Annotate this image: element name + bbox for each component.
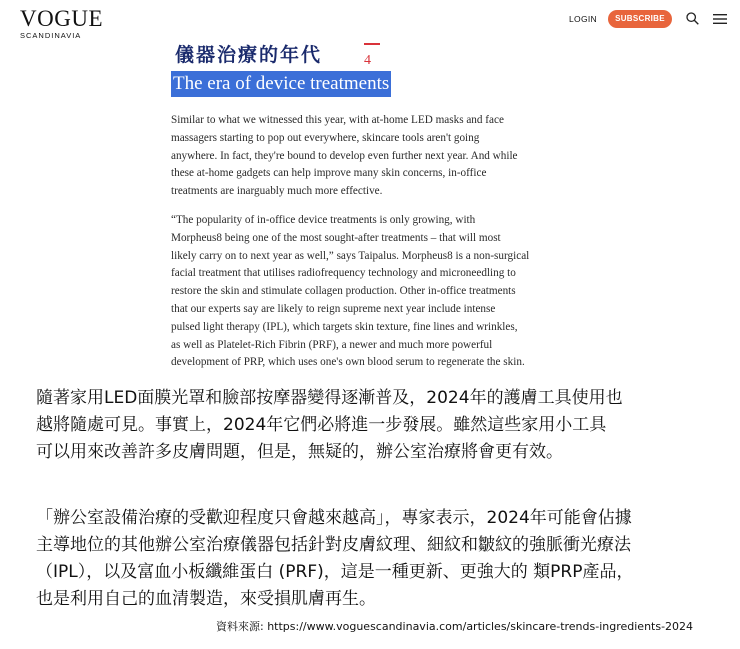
paragraph-line: these at-home gadgets can help improve many skin concerns, in-office [171,167,487,180]
translation-line: 越將隨處可見。事實上，2024年它們必將進一步發展。雖然這些家用小工具 [36,415,607,435]
logo-wordmark: VOGUE [20,6,103,31]
section-number-text: 4 [364,53,371,68]
paragraph-line: that our experts say are likely to reign supreme next year include intense [171,302,496,315]
translation-line: （IPL），以及富血小板纖維蛋白 (PRF)，這是一種更新、更強大的 類PRP產品， [36,562,634,582]
translation-line: 隨著家用LED面膜光罩和臉部按摩器變得逐漸普及，2024年的護膚工具使用也 [36,388,623,408]
paragraph-line: restore the skin and stimulate collagen production. Other in-office treatments [171,285,516,298]
translation-paragraph-2 [36,505,726,613]
paragraph-line: likely carry on to next year as well,” says Taipalus. Morpheus8 is a non-surgical [171,249,530,262]
source-citation: 資料來源: https://www.voguescandinavia.com/articles/skincare-trends-ingredients-2024 [216,620,694,633]
paragraph-line: anywhere. In fact, they're bound to develop even further next year. And while [171,149,518,162]
translation-line: 也是利用自己的血清製造，來受損肌膚再生。 [36,589,376,609]
paragraph-line: “The popularity of in-office device treatments is only growing, with [171,214,476,226]
translation-line: 主導地位的其他辦公室治療儀器包括針對皮膚紋理、細紋和皺紋的強脈衝光療法 [36,535,631,555]
logo-subtitle: SCANDINAVIA [20,31,82,40]
paragraph-line: Similar to what we witnessed this year, with at-home LED masks and face [171,114,504,126]
paragraph-line: pulsed light therapy (IPL), which targets skin texture, fine lines and wrinkles, [171,320,518,333]
hamburger-menu-icon[interactable] [713,13,727,25]
translation-paragraph-1 [36,385,726,466]
article-paragraph-2 [171,212,591,372]
english-section-heading: The era of device treatments [171,71,391,97]
subscribe-button[interactable]: SUBSCRIBE [608,10,672,28]
section-number [364,43,384,69]
search-icon[interactable] [686,12,699,25]
paragraph-line: Morpheus8 being one of the most sought-after treatments – that will most [171,231,501,244]
vogue-logo[interactable] [20,6,103,40]
translation-line: 「辦公室設備治療的受歡迎程度只會越來越高」，專家表示，2024年可能會佔據 [36,508,632,528]
translation-line: 可以用來改善許多皮膚問題，但是，無疑的，辦公室治療將會更有效。 [36,442,563,462]
paragraph-line: facial treatment that utilises radiofrequency technology and microneedling to [171,267,516,280]
paragraph-line: massagers starting to pop out everywhere, skincare tools aren't going [171,131,480,144]
section-number-bar [364,43,380,45]
login-link[interactable]: LOGIN [569,14,597,24]
chinese-section-heading: 儀器治療的年代 [175,44,323,66]
paragraph-line: as well as Platelet-Rich Fibrin (PRF), a newer and much more powerful [171,338,493,351]
article-paragraph-1 [171,112,591,201]
paragraph-line: treatments are inarguably much more effective. [171,185,383,198]
paragraph-line: development of PRP, which uses one's own blood serum to regenerate the skin. [171,356,525,369]
